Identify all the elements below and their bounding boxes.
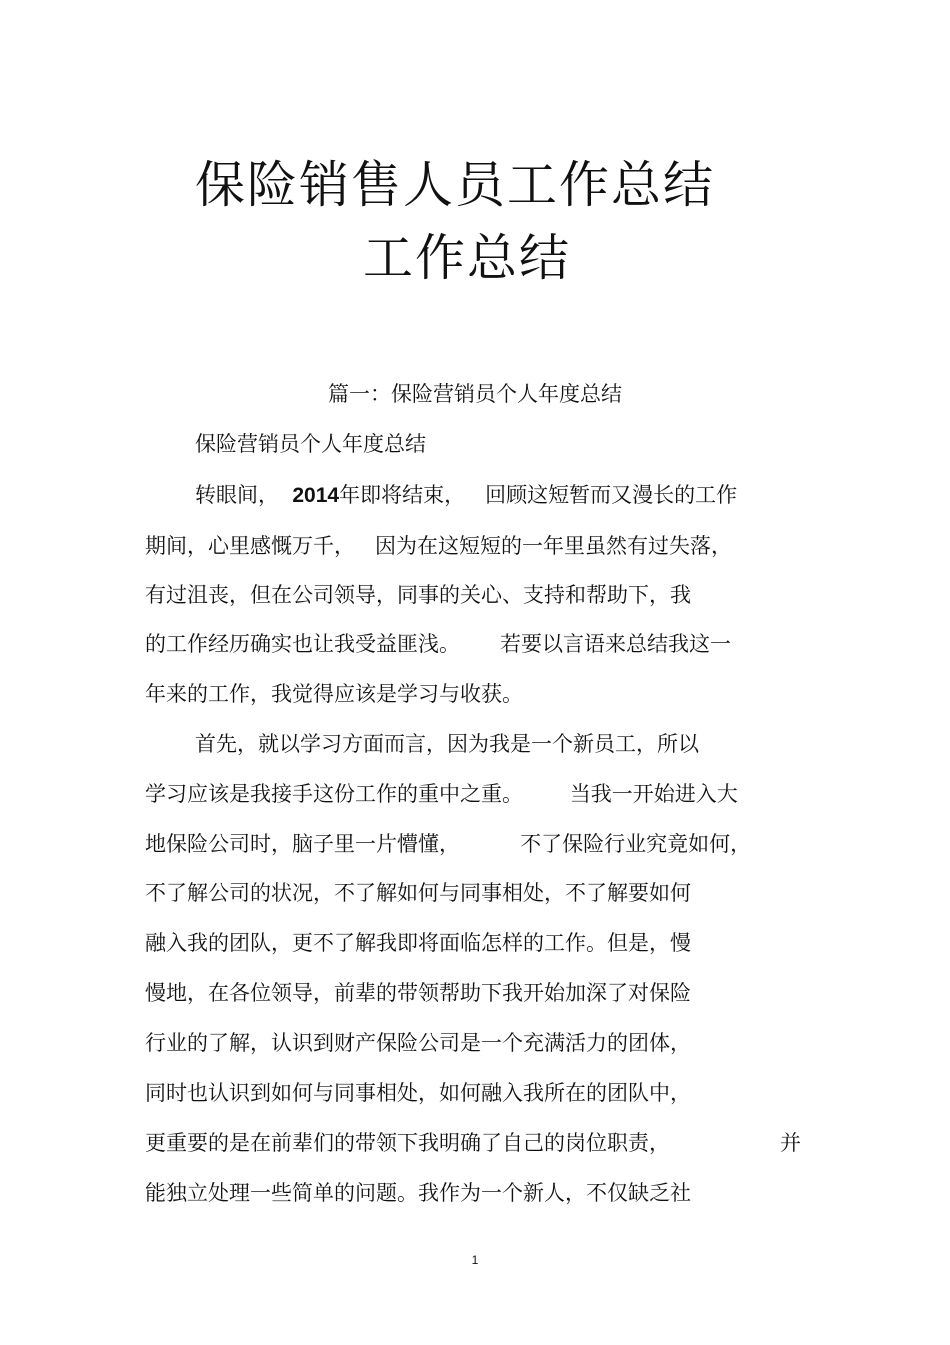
paragraph-line: 地保险公司时，脑子里一片懵懂， 不了保险行业究竟如何， [145, 832, 752, 856]
document-subtitle: 工作总结 [363, 229, 571, 287]
line-segment: 转眼间， [195, 483, 279, 507]
page-number: 1 [471, 1253, 479, 1267]
document-title: 保险销售人员工作总结 [195, 156, 715, 214]
paragraph-line [195, 485, 737, 506]
paragraph-line: 期间，心里感慨万千， 因为在这短短的一年里虽然有过失落， [145, 534, 733, 558]
year-number: 2014 [292, 484, 340, 507]
paragraph-line: 不了解公司的状况，不了解如何与同事相处，不了解要如何 [145, 881, 691, 905]
paragraph-line: 行业的了解，认识到财产保险公司是一个充满活力的团体， [145, 1031, 691, 1055]
paragraph-line: 融入我的团队，更不了解我即将面临怎样的工作。但是，慢 [145, 931, 691, 955]
paragraph-line: 首先，就以学习方面而言，因为我是一个新员工，所以 [195, 732, 699, 756]
paragraph-line: 能独立处理一些简单的问题。我作为一个新人，不仅缺乏社 [145, 1181, 691, 1205]
paragraph-line-end: 并 [780, 1131, 801, 1155]
line-segment: 年即将结束， 回顾这短暂而又漫长的工作 [339, 483, 738, 507]
paragraph-line: 更重要的是在前辈们的带领下我明确了自己的岗位职责， [145, 1131, 670, 1155]
paragraph-line: 年来的工作，我觉得应该是学习与收获。 [145, 682, 523, 706]
paragraph-line: 慢地，在各位领导，前辈的带领帮助下我开始加深了对保险 [145, 981, 691, 1005]
paragraph-line: 同时也认识到如何与同事相处，如何融入我所在的团队中， [145, 1081, 691, 1105]
paragraph-line: 学习应该是我接手这份工作的重中之重。 当我一开始进入大 [145, 782, 738, 806]
paragraph-line: 有过沮丧，但在公司领导，同事的关心、支持和帮助下，我 [145, 583, 691, 607]
paragraph-line: 的工作经历确实也让我受益匪浅。 若要以言语来总结我这一 [145, 632, 732, 656]
paragraph-line: 保险营销员个人年度总结 [195, 432, 426, 456]
section-heading: 篇一：保险营销员个人年度总结 [328, 382, 622, 406]
